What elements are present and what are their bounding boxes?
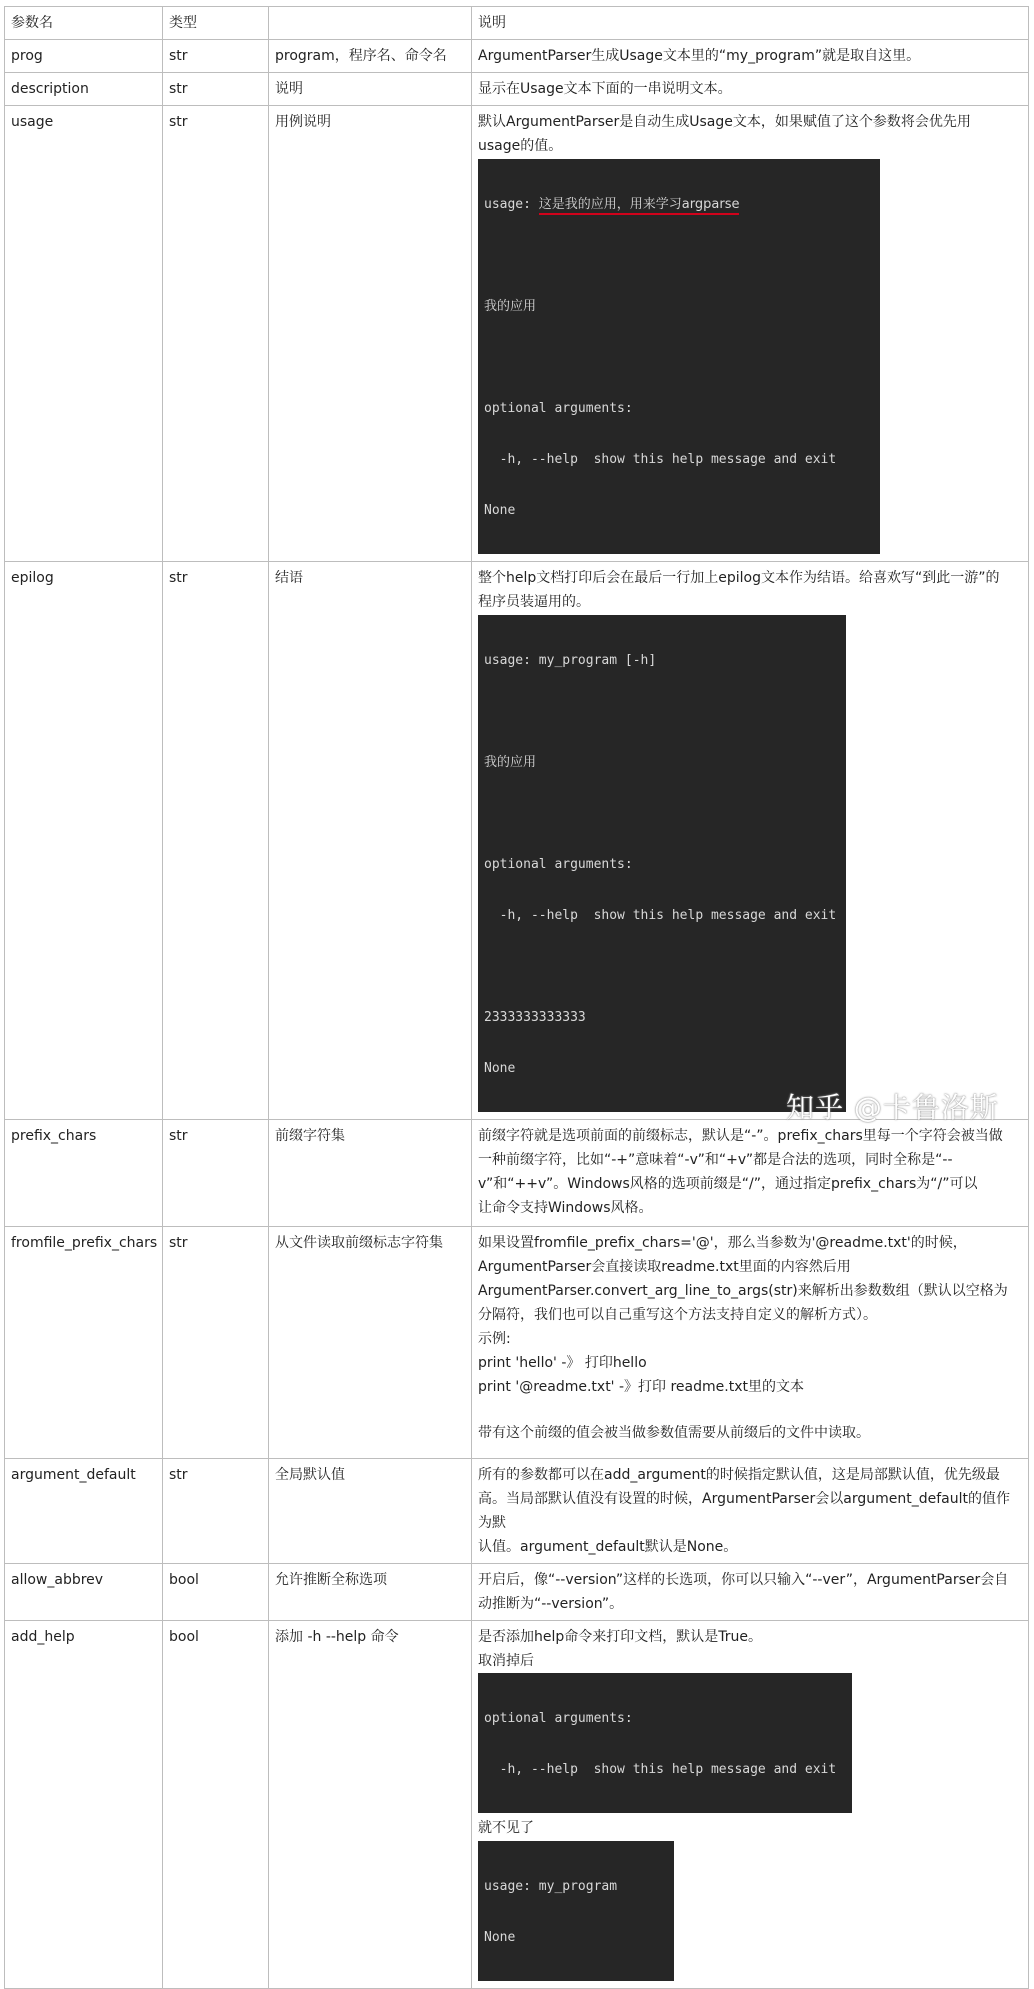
param-name: prefix_chars <box>5 1120 163 1227</box>
terminal-line: optional arguments: <box>484 401 633 416</box>
param-type: str <box>163 562 269 1120</box>
terminal-line: None <box>484 1061 516 1076</box>
param-type: str <box>163 40 269 73</box>
description-line: ArgumentParser会直接读取readme.txt里面的内容然后用 <box>478 1259 851 1275</box>
terminal-line: -h, --help show this help message and exit <box>484 452 837 467</box>
param-label: 前缀字符集 <box>269 1120 472 1227</box>
param-description <box>472 40 1029 73</box>
param-name: add_help <box>5 1621 163 1989</box>
param-type: str <box>163 1459 269 1564</box>
param-label: 添加 -h --help 命令 <box>269 1621 472 1989</box>
description-line: 高。当局部默认值没有设置的时候，ArgumentParser会以argument_default的值作为默 <box>478 1491 1010 1531</box>
description-line: 取消掉后 <box>478 1653 534 1669</box>
description-line: 程序员装逼用的。 <box>478 594 590 610</box>
description-line: 所有的参数都可以在add_argument的时候指定默认值，这是局部默认值，优先级最 <box>478 1467 1000 1483</box>
table-row <box>5 562 1029 1120</box>
terminal-output <box>478 615 846 1112</box>
table-row <box>5 73 1029 106</box>
param-name: epilog <box>5 562 163 1120</box>
param-label: program，程序名、命令名 <box>269 40 472 73</box>
description-line: 如果设置fromfile_prefix_chars='@'，那么当参数为'@readme.txt'的时候， <box>478 1235 967 1251</box>
param-label: 全局默认值 <box>269 1459 472 1564</box>
param-type: bool <box>163 1621 269 1989</box>
table-header-row <box>5 7 1029 40</box>
param-description <box>472 1564 1029 1621</box>
description-line: v”和“++v”。Windows风格的选项前缀是“/”，通过指定prefix_chars为“/”可以 <box>478 1176 978 1192</box>
terminal-output <box>478 1673 852 1813</box>
description-line: 示例: <box>478 1331 511 1347</box>
parameter-table <box>4 6 1029 1989</box>
description-line: ArgumentParser生成Usage文本里的“my_program”就是取自这里。 <box>478 48 921 64</box>
param-name: usage <box>5 106 163 562</box>
param-name: argument_default <box>5 1459 163 1564</box>
param-description <box>472 1120 1029 1227</box>
terminal-line: 2333333333333 <box>484 1010 586 1025</box>
highlighted-usage-text: 这是我的应用，用来学习argparse <box>539 197 740 215</box>
param-type: str <box>163 106 269 562</box>
param-label: 结语 <box>269 562 472 1120</box>
zhihu-watermark: 知乎 @卡鲁洛斯 <box>786 1091 999 1124</box>
description-line: 让命令支持Windows风格。 <box>478 1200 653 1216</box>
terminal-line: 我的应用 <box>484 299 537 314</box>
description-line: print '@readme.txt' -》打印 readme.txt里的文本 <box>478 1379 804 1395</box>
param-description <box>472 562 1029 1120</box>
table-row <box>5 1227 1029 1459</box>
param-label: 说明 <box>269 73 472 106</box>
table-row <box>5 1459 1029 1564</box>
param-name: fromfile_prefix_chars <box>5 1227 163 1459</box>
description-line: usage的值。 <box>478 138 563 154</box>
description-line: 默认ArgumentParser是自动生成Usage文本，如果赋值了这个参数将会优先用 <box>478 114 971 130</box>
param-type: str <box>163 1227 269 1459</box>
description-line: 前缀字符就是选项前面的前缀标志，默认是“-”。prefix_chars里每一个字符会被当做 <box>478 1128 1003 1144</box>
terminal-line: usage: my_program <box>484 1879 618 1894</box>
description-line: 动推断为“--version”。 <box>478 1596 624 1612</box>
table-row <box>5 40 1029 73</box>
terminal-line: usage: my_program [-h] <box>484 653 657 668</box>
description-line: 一种前缀字符，比如“-+”意味着“-v”和“+v”都是合法的选项，同时全称是“-- <box>478 1152 953 1168</box>
param-name: description <box>5 73 163 106</box>
param-type: str <box>163 1120 269 1227</box>
terminal-line: -h, --help show this help message and exit <box>484 908 837 923</box>
terminal-line: None <box>484 1930 516 1945</box>
terminal-line: usage: <box>484 197 539 212</box>
description-line: 就不见了 <box>478 1820 534 1836</box>
param-description <box>472 1621 1029 1989</box>
param-name: prog <box>5 40 163 73</box>
terminal-line: optional arguments: <box>484 1711 633 1726</box>
description-blank-line <box>478 1399 1022 1421</box>
param-name: allow_abbrev <box>5 1564 163 1621</box>
terminal-output <box>478 159 880 554</box>
table-row <box>5 1621 1029 1989</box>
header-param-name: 参数名 <box>5 7 163 40</box>
param-type: bool <box>163 1564 269 1621</box>
description-line: 是否添加help命令来打印文档，默认是True。 <box>478 1629 762 1645</box>
description-line: 分隔符，我们也可以自己重写这个方法支持自定义的解析方式）。 <box>478 1307 877 1323</box>
description-line: ArgumentParser.convert_arg_line_to_args(str)来解析出参数数组（默认以空格为 <box>478 1283 1008 1299</box>
terminal-output <box>478 1841 674 1981</box>
param-type: str <box>163 73 269 106</box>
param-description <box>472 106 1029 562</box>
table-row <box>5 106 1029 562</box>
description-line: print 'hello' -》 打印hello <box>478 1355 647 1371</box>
param-label: 允许推断全称选项 <box>269 1564 472 1621</box>
header-description: 说明 <box>472 7 1029 40</box>
terminal-line: optional arguments: <box>484 857 633 872</box>
header-type: 类型 <box>163 7 269 40</box>
description-line: 显示在Usage文本下面的一串说明文本。 <box>478 81 732 97</box>
header-label <box>269 7 472 40</box>
description-line: 开启后，像“--version”这样的长选项，你可以只输入“--ver”，ArgumentParser会自 <box>478 1572 1009 1588</box>
param-description <box>472 1459 1029 1564</box>
description-line: 认值。argument_default默认是None。 <box>478 1539 738 1555</box>
description-line: 带有这个前缀的值会被当做参数值需要从前缀后的文件中读取。 <box>478 1425 870 1441</box>
param-label: 从文件读取前缀标志字符集 <box>269 1227 472 1459</box>
param-description <box>472 73 1029 106</box>
table-row <box>5 1120 1029 1227</box>
terminal-line: None <box>484 503 516 518</box>
terminal-line: 我的应用 <box>484 755 537 770</box>
description-line: 整个help文档打印后会在最后一行加上epilog文本作为结语。给喜欢写“到此一游”的 <box>478 570 1000 586</box>
param-description <box>472 1227 1029 1459</box>
terminal-line: -h, --help show this help message and exit <box>484 1762 837 1777</box>
param-label: 用例说明 <box>269 106 472 562</box>
table-row <box>5 1564 1029 1621</box>
